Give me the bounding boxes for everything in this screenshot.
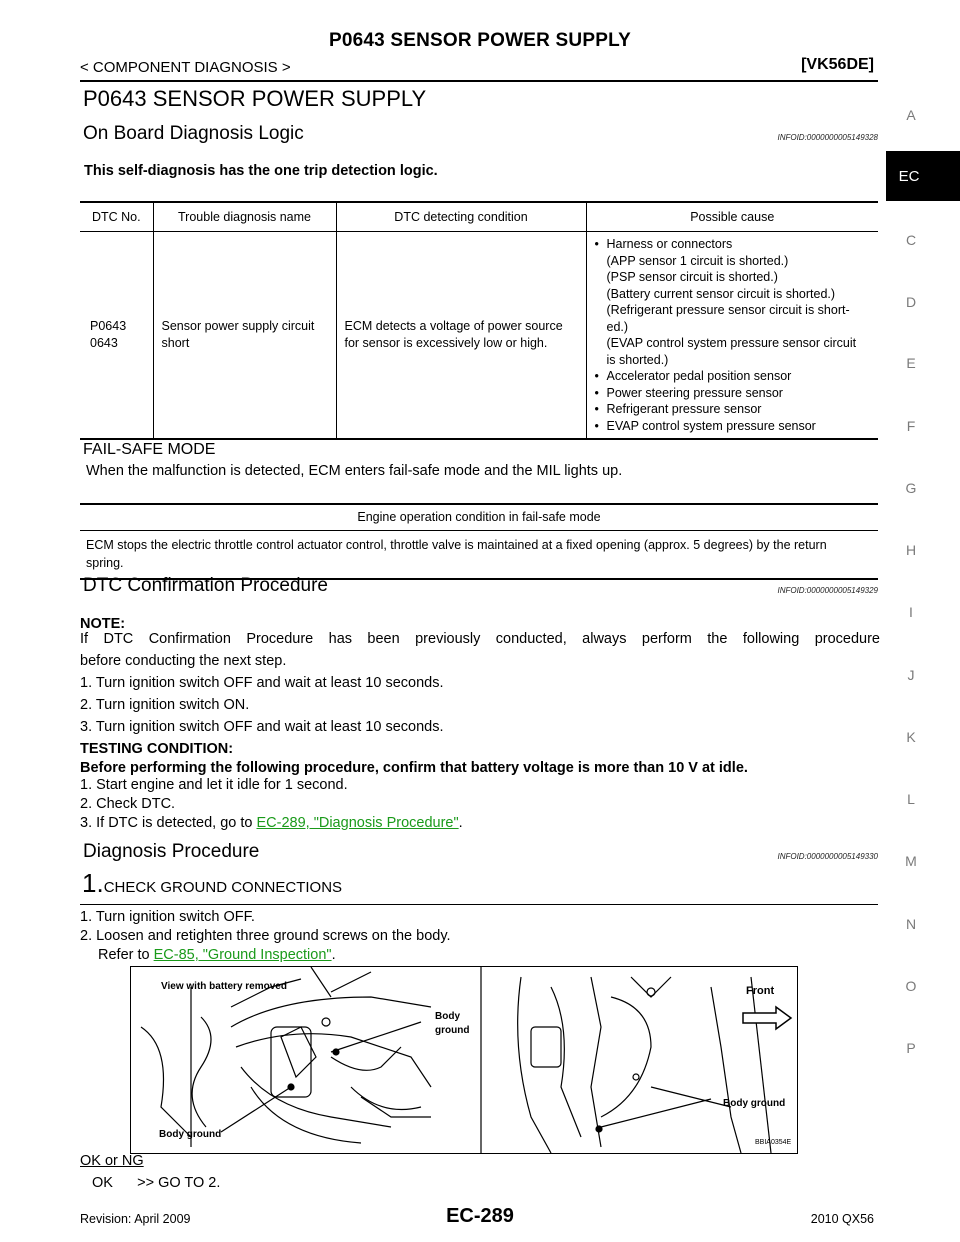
diag-refer (98, 944, 336, 966)
list-item: • Refrigerant pressure sensor (595, 401, 873, 418)
step-title: CHECK GROUND CONNECTIONS (103, 879, 343, 896)
fig-label-body-ground-right: Body ground (723, 1098, 786, 1109)
index-letter-o[interactable]: O (905, 978, 917, 994)
index-letter-e[interactable]: E (906, 355, 916, 371)
testing-condition-text: Before performing the following procedure, confirm that battery voltage is more than 10 V at idle. (80, 760, 748, 776)
trouble-name-cell (153, 232, 336, 440)
index-letter-i[interactable]: I (909, 604, 913, 620)
fig-label-body-ground-top: Body (435, 1011, 460, 1022)
fig-label-body-ground-top-2: ground (435, 1025, 470, 1036)
cause-sub: is shorted.) (606, 352, 669, 367)
index-letter-k[interactable]: K (906, 729, 916, 745)
note-label: NOTE: (80, 616, 126, 632)
diag-line1: 1. Turn ignition switch OFF. (80, 909, 255, 925)
list-item: • Accelerator pedal position sensor (595, 368, 873, 385)
page-title: P0643 SENSOR POWER SUPPLY (83, 86, 427, 111)
testing-condition-label: TESTING CONDITION: (80, 741, 234, 757)
index-letter-a[interactable]: A (906, 107, 916, 123)
diag-line2: 2. Loosen and retighten three ground screws on the body. (80, 928, 451, 944)
confirm-step-1: 1. Turn ignition switch OFF and wait at least 10 seconds. (80, 675, 444, 691)
cause-list (595, 236, 873, 434)
confirm-step-2: 2. Turn ignition switch ON. (80, 697, 250, 713)
fig-label-front: Front (746, 985, 775, 997)
ground-location-figure (130, 966, 798, 1154)
failsafe-body-line2: spring. (86, 556, 124, 570)
cause-sub: (PSP sensor circuit is shorted.) (606, 270, 778, 284)
dtc-code-short: 0643 (90, 336, 118, 350)
step-number: 1. (82, 868, 104, 898)
step3-prefix: 3. If DTC is detected, go to (80, 815, 257, 831)
col-dtc-no: DTC No. (80, 202, 153, 232)
trouble-name-line2: short (161, 336, 190, 350)
header-rule (80, 80, 878, 82)
index-letter-m[interactable]: M (905, 853, 917, 869)
dtc-table (80, 201, 878, 440)
step3-suffix: . (458, 815, 463, 831)
ok-result: OK >> GO TO 2. (92, 1175, 221, 1191)
figure-id: BBIA0354E (755, 1139, 792, 1146)
col-detecting-condition: DTC detecting condition (336, 202, 586, 232)
diag-infoid: INFOID:0000000005149330 (777, 852, 878, 861)
confirm-heading: DTC Confirmation Procedure (83, 575, 328, 596)
index-letter-c[interactable]: C (905, 232, 917, 248)
fig-label-view: View with battery removed (161, 981, 287, 992)
index-letter-g[interactable]: G (905, 480, 917, 496)
obd-heading: On Board Diagnosis Logic (83, 123, 304, 144)
step-rule (80, 904, 878, 905)
list-item (595, 236, 873, 368)
failsafe-table (80, 503, 878, 580)
diag-heading: Diagnosis Procedure (83, 841, 260, 862)
confirm-step-3: 3. Turn ignition switch OFF and wait at least 10 seconds. (80, 719, 444, 735)
confirm-step2-2: 2. Check DTC. (80, 796, 176, 812)
condition-line1: ECM detects a voltage of power source (344, 319, 563, 333)
cause-sub: ed.) (606, 319, 629, 334)
failsafe-table-header: Engine operation condition in fail-safe mode (80, 503, 878, 531)
ground-inspection-link[interactable]: EC-85, "Ground Inspection" (153, 947, 332, 963)
obd-infoid: INFOID:0000000005149328 (777, 133, 878, 142)
step-1-heading (82, 868, 342, 899)
footer-revision: Revision: April 2009 (80, 1212, 191, 1226)
cause-sub: (Battery current sensor circuit is shorted.) (606, 286, 836, 301)
index-tab-ec-active[interactable]: EC (886, 151, 960, 201)
index-letter-h[interactable]: H (905, 542, 917, 558)
failsafe-heading: FAIL-SAFE MODE (83, 441, 216, 458)
refer-prefix: Refer to (98, 947, 154, 963)
section-label: < COMPONENT DIAGNOSIS > (80, 59, 291, 76)
dtc-code: P0643 (90, 319, 127, 333)
refer-suffix: . (331, 947, 336, 963)
dtc-no-cell (80, 232, 153, 440)
diagnosis-procedure-link[interactable]: EC-289, "Diagnosis Procedure" (256, 815, 459, 831)
possible-cause-cell (586, 232, 878, 440)
note-line1: If DTC Confirmation Procedure has been previously conducted, always perform the following procedure (80, 631, 880, 647)
detecting-condition-cell (336, 232, 586, 440)
running-header-title: P0643 SENSOR POWER SUPPLY (328, 30, 632, 51)
cause-sub: (Refrigerant pressure sensor circuit is short- (606, 303, 850, 317)
dtc-table-header-row (80, 202, 878, 232)
index-letter-n[interactable]: N (905, 916, 917, 932)
note-line2: before conducting the next step. (80, 653, 287, 669)
cause-harness: Harness or connectors (606, 237, 733, 251)
engine-bay-illustration (131, 967, 797, 1153)
condition-line2: for sensor is excessively low or high. (344, 336, 548, 350)
engine-code: [VK56DE] (801, 56, 874, 73)
obd-intro: This self-diagnosis has the one trip detection logic. (84, 163, 438, 179)
cause-sub: (EVAP control system pressure sensor circuit (606, 336, 857, 350)
trouble-name-line1: Sensor power supply circuit (161, 319, 315, 333)
ok-or-ng: OK or NG (80, 1153, 144, 1169)
failsafe-text: When the malfunction is detected, ECM enters fail-safe mode and the MIL lights up. (86, 463, 623, 479)
index-letter-j[interactable]: J (907, 667, 915, 683)
list-item: • EVAP control system pressure sensor (595, 418, 873, 435)
failsafe-table-body (80, 531, 878, 580)
col-possible-cause: Possible cause (586, 202, 878, 232)
index-letter-f[interactable]: F (906, 418, 916, 434)
failsafe-body-line1: ECM stops the electric throttle control actuator control, throttle valve is maintained at a fixed opening (approx. 5 degrees) by the return (86, 538, 827, 552)
index-letter-d[interactable]: D (905, 294, 917, 310)
cause-sub: (APP sensor 1 circuit is shorted.) (606, 253, 789, 268)
table-row (80, 232, 878, 440)
footer-page-number: EC-289 (446, 1205, 514, 1227)
footer-model: 2010 QX56 (810, 1212, 874, 1226)
confirm-step2-3 (80, 812, 463, 834)
fig-label-body-ground-left: Body ground (159, 1129, 222, 1140)
confirm-step2-1: 1. Start engine and let it idle for 1 second. (80, 777, 348, 793)
index-letter-p[interactable]: P (906, 1040, 916, 1056)
confirm-infoid: INFOID:0000000005149329 (777, 586, 878, 595)
index-letter-l[interactable]: L (907, 791, 915, 807)
list-item: • Power steering pressure sensor (595, 385, 873, 402)
col-trouble-name: Trouble diagnosis name (153, 202, 336, 232)
